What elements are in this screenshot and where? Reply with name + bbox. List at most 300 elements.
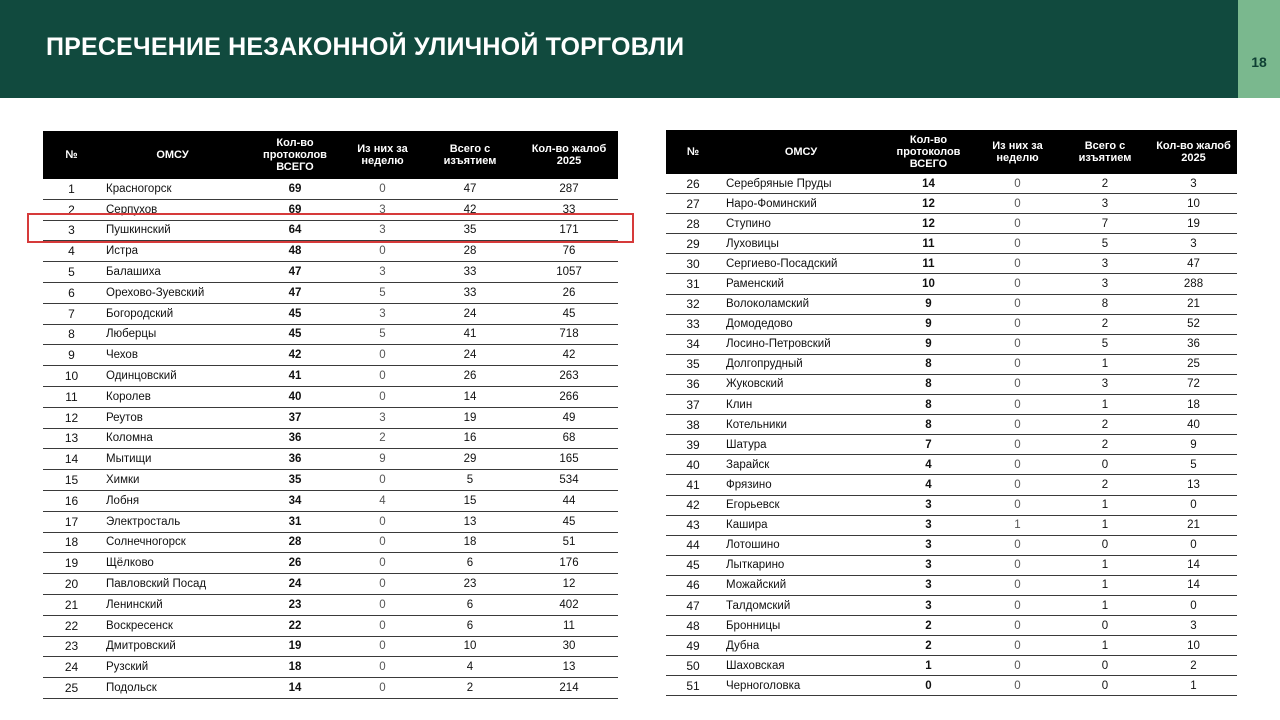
protocols-total: 3 [882,515,975,535]
protocols-week: 0 [975,234,1060,254]
complaints-2025: 52 [1150,314,1237,334]
protocols-week: 0 [975,595,1060,615]
protocols-week: 3 [345,220,420,241]
omsu-name: Воскресенск [100,615,245,636]
protocols-total: 3 [882,595,975,615]
protocols-total: 3 [882,495,975,515]
protocols-total: 11 [882,234,975,254]
protocols-week: 9 [345,449,420,470]
seized-total: 0 [1060,616,1150,636]
protocols-total: 8 [882,374,975,394]
row-number: 4 [43,241,100,262]
complaints-2025: 14 [1150,555,1237,575]
table-row [43,615,618,636]
table-row [666,595,1237,615]
protocols-week: 3 [345,407,420,428]
seized-total: 6 [420,615,520,636]
complaints-2025: 51 [520,532,618,553]
seized-total: 2 [1060,475,1150,495]
protocols-total: 12 [882,194,975,214]
omsu-name: Балашиха [100,262,245,283]
row-number: 45 [666,555,720,575]
omsu-name: Королев [100,386,245,407]
complaints-2025: 13 [520,657,618,678]
protocols-total: 35 [245,470,345,491]
protocols-week: 0 [345,241,420,262]
complaints-2025: 287 [520,179,618,199]
table-row [43,282,618,303]
row-number: 20 [43,574,100,595]
row-number: 5 [43,262,100,283]
protocols-total: 64 [245,220,345,241]
seized-total: 6 [420,594,520,615]
column-header-protocols: Кол-во протоколов ВСЕГО [882,130,975,174]
seized-total: 3 [1060,254,1150,274]
table-row [666,515,1237,535]
omsu-name: Егорьевск [720,495,882,515]
row-number: 29 [666,234,720,254]
protocols-total: 47 [245,282,345,303]
omsu-name: Кашира [720,515,882,535]
seized-total: 3 [1060,274,1150,294]
protocols-total: 7 [882,435,975,455]
complaints-2025: 33 [520,199,618,220]
omsu-name: Лосино-Петровский [720,334,882,354]
seized-total: 8 [1060,294,1150,314]
omsu-name: Бронницы [720,616,882,636]
complaints-2025: 21 [1150,294,1237,314]
table-header-row [666,130,1237,174]
complaints-2025: 42 [520,345,618,366]
seized-total: 3 [1060,194,1150,214]
complaints-2025: 14 [1150,575,1237,595]
complaints-2025: 9 [1150,435,1237,455]
protocols-week: 0 [345,179,420,199]
protocols-total: 1 [882,656,975,676]
row-number: 10 [43,366,100,387]
protocols-week: 0 [975,314,1060,334]
column-header-seized: Всего с изъятием [1060,130,1150,174]
protocols-total: 10 [882,274,975,294]
table-row [666,435,1237,455]
protocols-total: 14 [882,174,975,194]
page-title: ПРЕСЕЧЕНИЕ НЕЗАКОННОЙ УЛИЧНОЙ ТОРГОВЛИ [46,33,685,61]
row-number: 51 [666,676,720,696]
seized-total: 23 [420,574,520,595]
omsu-name: Химки [100,470,245,491]
protocols-total: 4 [882,475,975,495]
protocols-week: 4 [345,490,420,511]
protocols-week: 0 [345,574,420,595]
table-row [43,407,618,428]
omsu-name: Электросталь [100,511,245,532]
seized-total: 47 [420,179,520,199]
complaints-2025: 11 [520,615,618,636]
complaints-2025: 1057 [520,262,618,283]
complaints-2025: 47 [1150,254,1237,274]
complaints-2025: 171 [520,220,618,241]
column-header-num: № [43,131,100,179]
omsu-name: Ступино [720,214,882,234]
omsu-name: Шаховская [720,656,882,676]
protocols-week: 0 [345,636,420,657]
protocols-week: 0 [345,615,420,636]
column-header-protocols: Кол-во протоколов ВСЕГО [245,131,345,179]
seized-total: 0 [1060,656,1150,676]
seized-total: 5 [1060,234,1150,254]
column-header-num: № [666,130,720,174]
seized-total: 10 [420,636,520,657]
protocols-week: 2 [345,428,420,449]
complaints-2025: 19 [1150,214,1237,234]
table-row [666,555,1237,575]
header-bar [0,0,1238,98]
complaints-2025: 49 [520,407,618,428]
seized-total: 1 [1060,595,1150,615]
row-number: 8 [43,324,100,345]
seized-total: 5 [1060,334,1150,354]
seized-total: 15 [420,490,520,511]
table-row [666,395,1237,415]
protocols-week: 0 [975,214,1060,234]
row-number: 18 [43,532,100,553]
protocols-week: 3 [345,199,420,220]
omsu-name: Щёлково [100,553,245,574]
row-number: 15 [43,470,100,491]
table-body [666,174,1237,696]
seized-total: 24 [420,345,520,366]
row-number: 34 [666,334,720,354]
table-row [666,656,1237,676]
omsu-name: Сергиево-Посадский [720,254,882,274]
page-number-tab [1238,0,1280,98]
table-row [43,179,618,199]
protocols-week: 0 [345,470,420,491]
seized-total: 1 [1060,515,1150,535]
complaints-2025: 266 [520,386,618,407]
table-row [43,490,618,511]
table-row [666,575,1237,595]
omsu-name: Богородский [100,303,245,324]
protocols-total: 41 [245,366,345,387]
seized-total: 1 [1060,354,1150,374]
protocols-total: 9 [882,334,975,354]
seized-total: 1 [1060,495,1150,515]
omsu-name: Подольск [100,678,245,699]
table-row [666,294,1237,314]
table-row [43,636,618,657]
seized-total: 14 [420,386,520,407]
row-number: 25 [43,678,100,699]
seized-total: 4 [420,657,520,678]
protocols-total: 19 [245,636,345,657]
table-row [43,241,618,262]
protocols-total: 42 [245,345,345,366]
row-number: 17 [43,511,100,532]
omsu-name: Коломна [100,428,245,449]
column-header-complaints: Кол-во жалоб 2025 [1150,130,1237,174]
seized-total: 33 [420,262,520,283]
row-number: 39 [666,435,720,455]
seized-total: 33 [420,282,520,303]
protocols-week: 0 [975,194,1060,214]
table-row [43,511,618,532]
omsu-name: Волоколамский [720,294,882,314]
protocols-week: 0 [975,555,1060,575]
table-row [666,274,1237,294]
row-number: 32 [666,294,720,314]
row-number: 1 [43,179,100,199]
table-row [666,475,1237,495]
table-row [666,334,1237,354]
row-number: 23 [43,636,100,657]
complaints-2025: 214 [520,678,618,699]
complaints-2025: 402 [520,594,618,615]
protocols-total: 34 [245,490,345,511]
row-number: 44 [666,535,720,555]
protocols-week: 0 [975,374,1060,394]
omsu-name: Раменский [720,274,882,294]
seized-total: 5 [420,470,520,491]
protocols-week: 0 [345,511,420,532]
highlight-frame-pushkinsky [27,213,634,243]
complaints-2025: 10 [1150,194,1237,214]
column-header-omsu: ОМСУ [100,131,245,179]
complaints-2025: 0 [1150,535,1237,555]
row-number: 2 [43,199,100,220]
omsu-name: Домодедово [720,314,882,334]
omsu-name: Люберцы [100,324,245,345]
protocols-week: 0 [975,636,1060,656]
omsu-name: Наро-Фоминский [720,194,882,214]
omsu-name: Жуковский [720,374,882,394]
row-number: 33 [666,314,720,334]
protocols-total: 3 [882,575,975,595]
seized-total: 28 [420,241,520,262]
protocols-week: 0 [345,657,420,678]
row-number: 14 [43,449,100,470]
protocols-total: 8 [882,415,975,435]
row-number: 9 [43,345,100,366]
protocols-week: 0 [975,656,1060,676]
row-number: 26 [666,174,720,194]
protocols-total: 69 [245,179,345,199]
seized-total: 24 [420,303,520,324]
complaints-2025: 45 [520,303,618,324]
omsu-name: Серпухов [100,199,245,220]
row-number: 37 [666,395,720,415]
protocols-total: 69 [245,199,345,220]
row-number: 28 [666,214,720,234]
table-row [666,455,1237,475]
row-number: 35 [666,354,720,374]
omsu-name: Лобня [100,490,245,511]
protocols-total: 31 [245,511,345,532]
omsu-name: Пушкинский [100,220,245,241]
row-number: 38 [666,415,720,435]
seized-total: 2 [420,678,520,699]
protocols-total: 48 [245,241,345,262]
protocols-total: 36 [245,428,345,449]
omsu-name: Ленинский [100,594,245,615]
table-row [666,616,1237,636]
row-number: 19 [43,553,100,574]
table-row [43,574,618,595]
complaints-2025: 13 [1150,475,1237,495]
seized-total: 16 [420,428,520,449]
protocols-total: 47 [245,262,345,283]
seized-total: 26 [420,366,520,387]
complaints-2025: 36 [1150,334,1237,354]
table-row [43,262,618,283]
protocols-total: 37 [245,407,345,428]
table-row [43,449,618,470]
row-number: 40 [666,455,720,475]
omsu-name: Лыткарино [720,555,882,575]
seized-total: 0 [1060,535,1150,555]
protocols-total: 18 [245,657,345,678]
table-row [666,174,1237,194]
protocols-week: 3 [345,262,420,283]
complaints-2025: 68 [520,428,618,449]
seized-total: 35 [420,220,520,241]
protocols-week: 5 [345,324,420,345]
omsu-name: Фрязино [720,475,882,495]
complaints-2025: 288 [1150,274,1237,294]
protocols-week: 0 [345,386,420,407]
omsu-name: Талдомский [720,595,882,615]
row-number: 16 [43,490,100,511]
column-header-omsu: ОМСУ [720,130,882,174]
omsu-name: Черноголовка [720,676,882,696]
protocols-week: 0 [975,475,1060,495]
row-number: 36 [666,374,720,394]
omsu-name: Клин [720,395,882,415]
seized-total: 0 [1060,455,1150,475]
row-number: 27 [666,194,720,214]
seized-total: 18 [420,532,520,553]
table-row [43,532,618,553]
row-number: 31 [666,274,720,294]
table-row [666,194,1237,214]
seized-total: 2 [1060,435,1150,455]
omsu-name: Зарайск [720,455,882,475]
protocols-total: 8 [882,354,975,374]
complaints-2025: 10 [1150,636,1237,656]
row-number: 6 [43,282,100,303]
protocols-week: 0 [345,345,420,366]
seized-total: 0 [1060,676,1150,696]
protocols-week: 0 [975,354,1060,374]
complaints-2025: 718 [520,324,618,345]
protocols-week: 0 [975,254,1060,274]
protocols-week: 0 [345,594,420,615]
table-row [43,324,618,345]
row-number: 46 [666,575,720,595]
row-number: 41 [666,475,720,495]
protocols-total: 4 [882,455,975,475]
seized-total: 19 [420,407,520,428]
protocols-total: 26 [245,553,345,574]
column-header-complaints: Кол-во жалоб 2025 [520,131,618,179]
column-header-week: Из них за неделю [975,130,1060,174]
protocols-week: 0 [975,676,1060,696]
row-number: 43 [666,515,720,535]
row-number: 47 [666,595,720,615]
protocols-week: 0 [345,553,420,574]
table-row [43,386,618,407]
row-number: 48 [666,616,720,636]
protocols-total: 3 [882,555,975,575]
complaints-2025: 3 [1150,616,1237,636]
seized-total: 1 [1060,636,1150,656]
complaints-2025: 44 [520,490,618,511]
complaints-2025: 165 [520,449,618,470]
table-row [43,553,618,574]
row-number: 42 [666,495,720,515]
table-row [43,594,618,615]
omsu-name: Орехово-Зуевский [100,282,245,303]
row-number: 21 [43,594,100,615]
seized-total: 1 [1060,575,1150,595]
protocols-total: 14 [245,678,345,699]
complaints-2025: 176 [520,553,618,574]
table-row [666,415,1237,435]
protocols-total: 3 [882,535,975,555]
omsu-name: Реутов [100,407,245,428]
protocols-week: 0 [975,455,1060,475]
protocols-total: 11 [882,254,975,274]
complaints-2025: 0 [1150,595,1237,615]
omsu-name: Солнечногорск [100,532,245,553]
protocols-total: 9 [882,314,975,334]
row-number: 7 [43,303,100,324]
table-row [666,374,1237,394]
complaints-2025: 18 [1150,395,1237,415]
table-row [43,366,618,387]
protocols-week: 1 [975,515,1060,535]
row-number: 13 [43,428,100,449]
complaints-2025: 0 [1150,495,1237,515]
protocols-total: 23 [245,594,345,615]
complaints-2025: 45 [520,511,618,532]
table-row [666,234,1237,254]
table-row [666,254,1237,274]
complaints-2025: 1 [1150,676,1237,696]
seized-total: 6 [420,553,520,574]
complaints-2025: 25 [1150,354,1237,374]
seized-total: 2 [1060,314,1150,334]
table-row [43,345,618,366]
omsu-name: Чехов [100,345,245,366]
omsu-name: Луховицы [720,234,882,254]
protocols-week: 0 [345,366,420,387]
table-row [666,676,1237,696]
row-number: 24 [43,657,100,678]
protocols-total: 36 [245,449,345,470]
complaints-2025: 30 [520,636,618,657]
seized-total: 1 [1060,395,1150,415]
page-number: 18 [1251,54,1267,70]
protocols-week: 0 [345,678,420,699]
complaints-2025: 5 [1150,455,1237,475]
table-row [666,535,1237,555]
omsu-name: Дмитровский [100,636,245,657]
omsu-name: Истра [100,241,245,262]
table-header-row [43,131,618,179]
complaints-2025: 72 [1150,374,1237,394]
row-number: 11 [43,386,100,407]
